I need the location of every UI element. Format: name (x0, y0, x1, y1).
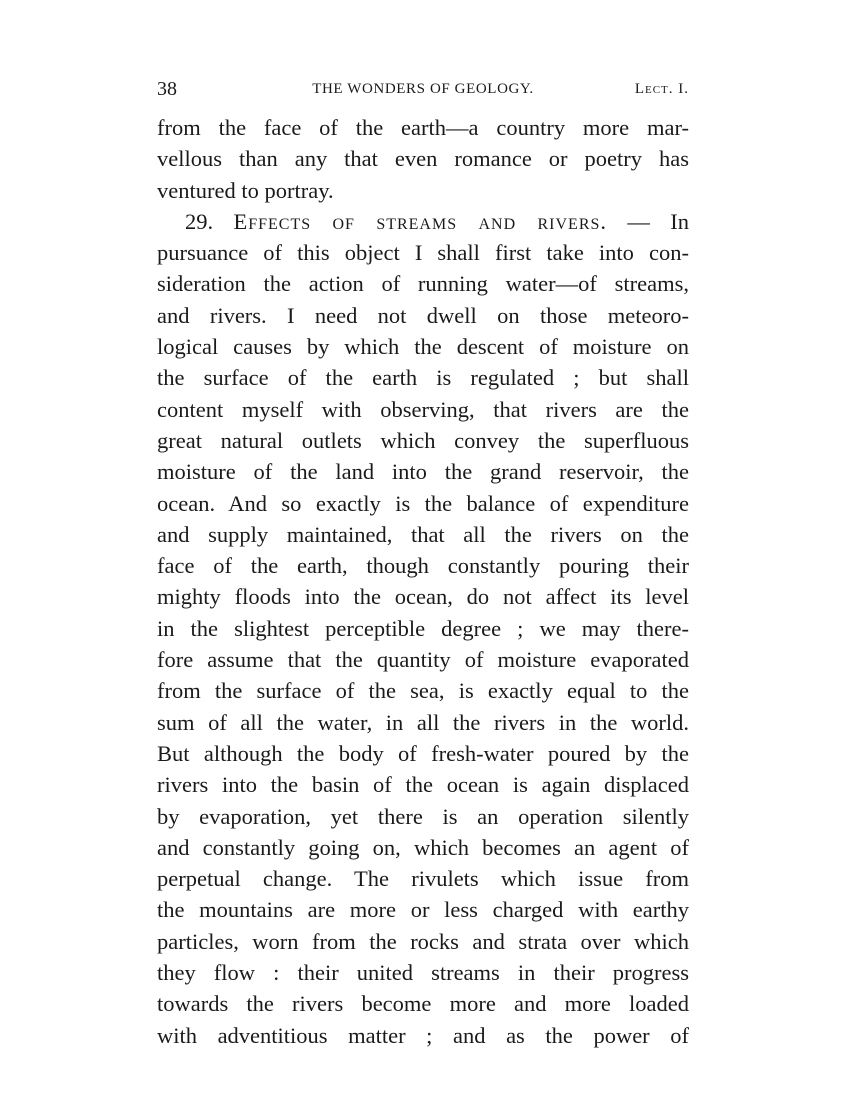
book-page (157, 74, 689, 1051)
text-line: face of the earth, though constantly pouring their (157, 553, 689, 579)
section-heading-line (157, 206, 689, 237)
section-number: 29. (185, 208, 214, 234)
text-line: ventured to portray. (157, 177, 334, 203)
section-lead-word: In (670, 208, 689, 234)
text-line: and rivers. I need not dwell on those meteoro- (157, 302, 689, 328)
running-head (157, 74, 689, 104)
text-line: great natural outlets which convey the superfluous (157, 427, 689, 453)
text-line: moisture of the land into the grand reservoir, the (157, 459, 689, 485)
text-line: mighty floods into the ocean, do not affect its level (157, 584, 689, 610)
text-line: from the face of the earth—a country more mar- (157, 115, 689, 140)
text-line: sum of all the water, in all the rivers in the world. (157, 709, 689, 735)
text-line: with adventitious matter ; and as the power of (157, 1022, 689, 1048)
text-line: in the slightest perceptible degree ; we may there- (157, 615, 689, 641)
text-line: they flow : their united streams in their progress (157, 960, 689, 986)
text-line: But although the body of fresh-water poured by the (157, 740, 689, 766)
text-line: from the surface of the sea, is exactly equal to the (157, 678, 689, 704)
text-line: perpetual change. The rivulets which issue from (157, 866, 689, 892)
text-line: towards the rivers become more and more loaded (157, 991, 689, 1017)
text-line: rivers into the basin of the ocean is again displaced (157, 772, 689, 798)
text-line: and supply maintained, that all the rivers on the (157, 521, 689, 547)
text-line: content myself with observing, that rivers are the (157, 396, 689, 422)
section-dash: — (627, 208, 650, 234)
text-line: vellous than any that even romance or poetry has (157, 146, 689, 172)
text-line: the surface of the earth is regulated ; but shall (157, 365, 689, 391)
text-line: fore assume that the quantity of moisture evaporated (157, 647, 689, 673)
body-text (157, 112, 689, 1051)
text-line: particles, worn from the rocks and strata over which (157, 928, 689, 954)
text-line: sideration the action of running water—of streams, (157, 271, 689, 297)
text-line: logical causes by which the descent of moisture on (157, 334, 689, 360)
text-line: pursuance of this object I shall first take into con- (157, 240, 689, 266)
text-line: the mountains are more or less charged with earthy (157, 897, 689, 923)
text-line: ocean. And so exactly is the balance of expenditure (157, 490, 689, 516)
running-title: THE WONDERS OF GEOLOGY. (312, 81, 534, 97)
section-heading: Effects of streams and rivers. (233, 208, 608, 234)
lecture-label (635, 74, 689, 104)
page-number: 38 (157, 78, 177, 100)
text-line: by evaporation, yet there is an operation silently (157, 803, 689, 829)
lecture-label-text: Lect. I. (634, 81, 689, 97)
text-line: and constantly going on, which becomes an agent of (157, 834, 689, 860)
